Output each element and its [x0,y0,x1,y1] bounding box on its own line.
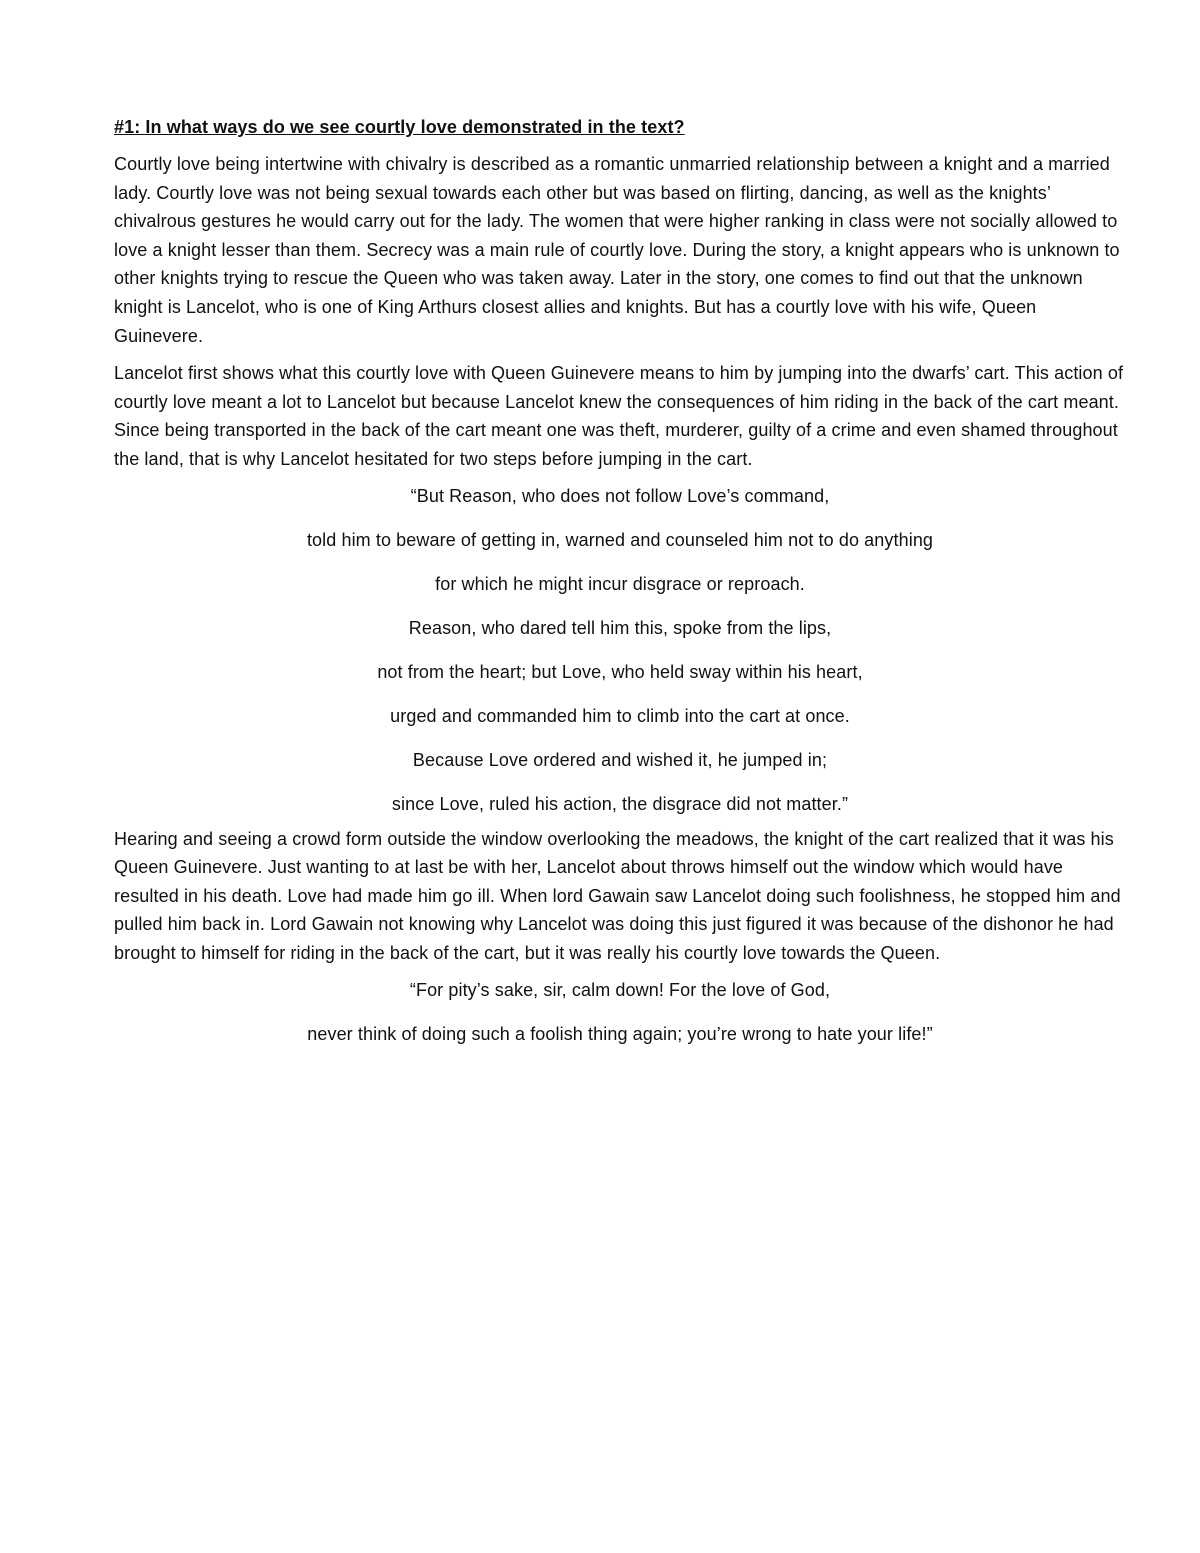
quote-line: since Love, ruled his action, the disgrace did not matter.” [391,793,849,814]
paragraph-window-scene: Hearing and seeing a crowd form outside the window overlooking the meadows, the knight of the cart realized that it was his Queen Guinevere. Just wanting to at last be with her, Lancelot about throws himself out the window which would have resulted in his death. Love had made him go ill. When lord Gawain saw Lancelot doing such foolishness, he stopped him and pulled him back in. Lord Gawain not knowing why Lancelot was doing this just figured it was because of the dishonor he had brought to himself for riding in the back of the cart, but it was really his courtly love towards the Queen. [114,828,1121,963]
question-heading: #1: In what ways do we see courtly love demonstrated in the text? [114,117,685,137]
block-quote-gawain [114,977,1126,1047]
paragraph-courtly-love-definition: Courtly love being intertwine with chivalry is described as a romantic unmarried relationship between a knight and a married lady. Courtly love was not being sexual towards each other but was based on flirting, dancing, as well as the knights’ chivalrous gestures he would carry out for the lady. The women that were higher ranking in class were not socially allowed to love a knight lesser than them. Secrecy was a main rule of courtly love. During the story, a knight appears who is unknown to other knights trying to rescue the Queen who was taken away. Later in the story, one comes to find out that the unknown knight is Lancelot, who is one of King Arthurs closest allies and knights. But has a courtly love with his wife, Queen Guinevere. [114,154,1120,346]
quote-line: “For pity’s sake, sir, calm down! For the love of God, [409,979,831,1000]
quote-line: “But Reason, who does not follow Love’s command, [410,485,830,506]
quote-line: Reason, who dared tell him this, spoke from the lips, [408,617,832,638]
block-quote-reason-and-love [114,483,1126,817]
quote-line: told him to beware of getting in, warned and counseled him not to do anything [306,529,934,550]
quote-line: never think of doing such a foolish thing again; you’re wrong to hate your life!” [307,1023,933,1044]
document-page [114,114,1126,1065]
quote-line: for which he might incur disgrace or reproach. [435,573,805,594]
quote-line: urged and commanded him to climb into the cart at once. [390,705,850,726]
quote-line: Because Love ordered and wished it, he jumped in; [412,749,828,770]
paragraph-dwarfs-cart: Lancelot first shows what this courtly love with Queen Guinevere means to him by jumping into the dwarfs’ cart. This action of courtly love meant a lot to Lancelot but because Lancelot knew the consequences of him riding in the back of the cart meant. Since being transported in the back of the cart meant one was theft, murderer, guilty of a crime and even shamed throughout the land, that is why Lancelot hesitated for two steps before jumping in the cart. [114,363,1124,469]
quote-line: not from the heart; but Love, who held sway within his heart, [377,661,863,682]
